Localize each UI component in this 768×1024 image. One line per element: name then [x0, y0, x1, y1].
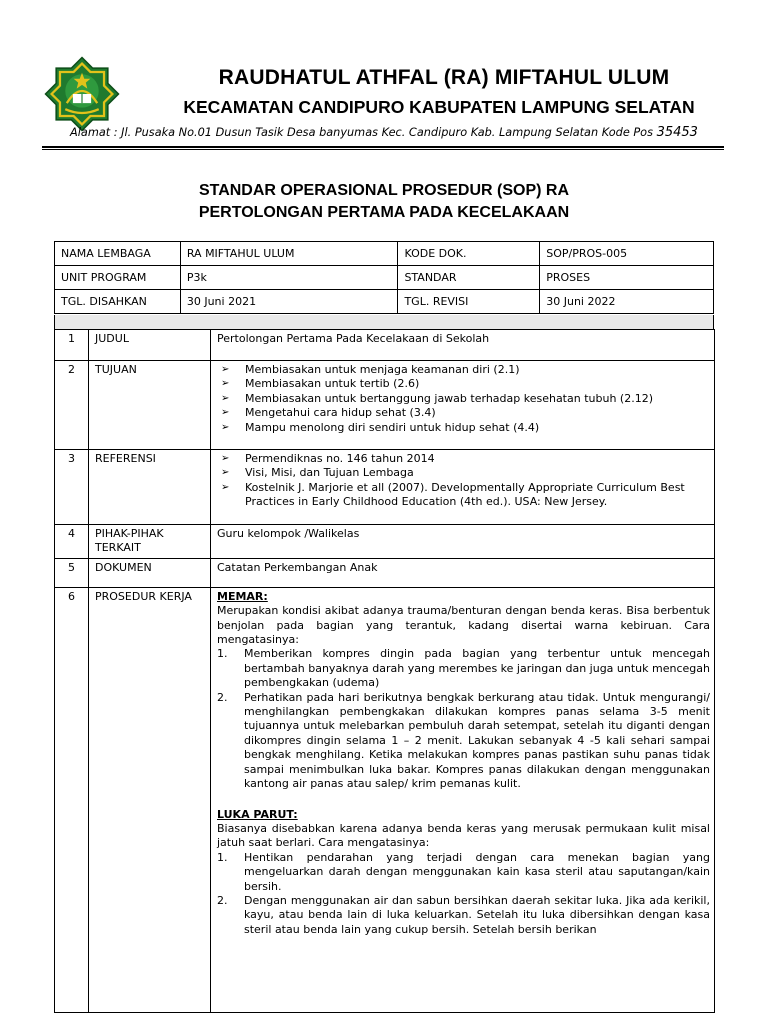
list-item: ➢ Membiasakan untuk tertib (2.6) [217, 377, 710, 391]
luka-parut-steps [217, 851, 710, 937]
memar-steps [217, 647, 710, 791]
step-text: Dengan menggunakan air dan sabun bersihkan daerah sekitar luka. Jika ada kerikil, kayu, atau benda lain di luka keluarkan. Setelah itu luka dibersihkan dengan kasa steril atau benda lain yang cukup bersih. Setelah bersih berikan [244, 893, 710, 936]
row-label: TUJUAN [89, 361, 211, 450]
row-number: 5 [55, 558, 89, 587]
pihak-text: Guru kelompok /Walikelas [211, 525, 715, 559]
referensi-cell [211, 450, 715, 525]
standar-label: STANDAR [398, 266, 540, 290]
row-number: 4 [55, 525, 89, 559]
step-text: Memberikan kompres dingin pada bagian yang terbentur untuk mencegah bertambah banyaknya darah yang merembes ke jaringan dan juga untuk mencegah pembengkakan (udema) [244, 647, 710, 690]
table-row [55, 525, 715, 559]
kemenag-logo-icon [44, 56, 120, 132]
list-item: 2. Dengan menggunakan air dan sabun bersihkan daerah sekitar luka. Jika ada kerikil, kayu, atau benda lain di luka keluarkan. Setelah itu luka dibersihkan dengan kasa steril atau benda lain yang cukup bersih. Setelah bersih berikan [217, 893, 710, 936]
unit-program-label: UNIT PROGRAM [55, 266, 181, 290]
judul-text: Pertolongan Pertama Pada Kecelakaan di Sekolah [211, 330, 715, 361]
postal-code: 35453 [656, 125, 698, 140]
list-item: ➢ Mengetahui cara hidup sehat (3.4) [217, 406, 710, 420]
list-item: ➢ Visi, Misi, dan Tujuan Lembaga [217, 466, 710, 480]
nama-lembaga-value: RA MIFTAHUL ULUM [180, 242, 398, 266]
list-item: 2. Perhatikan pada hari berikutnya bengkak berkurang atau tidak. Untuk mengurangi/ menghilangkan pembengkakan dilakukan kompres panas selama 3-5 menit tujuannya untuk melebarkan pembuluh darah setempat, setelah itu diganti dengan dikompres dingin selama 1 – 2 menit. Lakukan sebanyak 4 -5 kali sehari sampai bengkak menghilang. Ketika melakukan kompres panas pastikan suhu panas tidak sampai menimbulkan luka bakar. Kompres panas dilakukan dengan menggunakan kantong air panas atau salep/ krim pemanas kulit. [217, 690, 710, 791]
row-number: 3 [55, 450, 89, 525]
info-table [54, 241, 714, 314]
list-item: 1. Memberikan kompres dingin pada bagian yang terbentur untuk mencegah bertambah banyaknya darah yang merembes ke jaringan dan juga untuk mencegah pembengkakan (udema) [217, 647, 710, 690]
tgl-revisi-value: 30 Juni 2022 [540, 290, 714, 314]
title-line-1: STANDAR OPERASIONAL PROSEDUR (SOP) RA [198, 182, 570, 199]
tgl-disahkan-value: 30 Juni 2021 [180, 290, 398, 314]
table-separator [54, 315, 714, 330]
nama-lembaga-label: NAMA LEMBAGA [55, 242, 181, 266]
institution-district: KECAMATAN CANDIPURO KABUPATEN LAMPUNG SELATAN [183, 97, 695, 117]
institution-name: RAUDHATUL ATHFAL (RA) MIFTAHUL ULUM [218, 66, 670, 89]
table-row [55, 290, 714, 314]
tgl-disahkan-label: TGL. DISAHKAN [55, 290, 181, 314]
tujuan-list [217, 363, 710, 435]
row-number: 6 [55, 587, 89, 1012]
row-label: PIHAK-PIHAK TERKAIT [89, 525, 211, 559]
table-row [55, 242, 714, 266]
list-item: ➢ Membiasakan untuk menjaga keamanan diri (2.1) [217, 363, 710, 377]
referensi-list [217, 452, 710, 510]
unit-program-value: P3k [180, 266, 398, 290]
row-number: 2 [55, 361, 89, 450]
step-text: Hentikan pendarahan yang terjadi dengan cara menekan bagian yang mengeluarkan darah dengan menggunakan kain kasa steril atau saputangan/kain bersih. [244, 850, 710, 893]
row-label: PROSEDUR KERJA [89, 587, 211, 1012]
table-row [55, 266, 714, 290]
memar-heading: MEMAR: [217, 589, 268, 603]
title-line-2: PERTOLONGAN PERTAMA PADA KECELAKAAN [198, 204, 570, 221]
luka-parut-intro: Biasanya disebabkan karena adanya benda keras yang merusak permukaan kulit misal jatuh saat berlari. Cara mengatasinya: [217, 821, 710, 850]
row-label: REFERENSI [89, 450, 211, 525]
header-rule-thin [42, 149, 724, 150]
table-row [55, 361, 715, 450]
sop-table [54, 329, 715, 1013]
list-item: ➢ Kostelnik J. Marjorie et all (2007). Developmentally Appropriate Curriculum Best Practices in Early Childhood Education (4th ed.). USA: New Jersey. [217, 481, 710, 510]
standar-value: PROSES [540, 266, 714, 290]
table-row [55, 330, 715, 361]
address-text: Alamat : Jl. Pusaka No.01 Dusun Tasik Desa banyumas Kec. Candipuro Kab. Lampung Selatan Kode Pos [70, 126, 653, 139]
list-item: ➢ Membiasakan untuk bertanggung jawab terhadap kesehatan tubuh (2.12) [217, 392, 710, 406]
list-item: ➢ Permendiknas no. 146 tahun 2014 [217, 452, 710, 466]
step-text: Perhatikan pada hari berikutnya bengkak berkurang atau tidak. Untuk mengurangi/ menghilangkan pembengkakan dilakukan kompres panas selama 3-5 menit tujuannya untuk melebarkan pembuluh darah setempat, setelah itu diganti dengan dikompres dingin selama 1 – 2 menit. Lakukan sebanyak 4 -5 kali sehari sampai bengkak menghilang. Ketika melakukan kompres panas pastikan suhu panas tidak sampai menimbulkan luka bakar. Kompres panas dilakukan dengan menggunakan kantong air panas atau salep/ krim pemanas kulit. [244, 690, 710, 791]
table-row [55, 587, 715, 1012]
tgl-revisi-label: TGL. REVISI [398, 290, 540, 314]
header-rule [42, 146, 724, 148]
luka-parut-heading: LUKA PARUT: [217, 807, 298, 821]
row-label: DOKUMEN [89, 558, 211, 587]
prosedur-cell [211, 587, 715, 1012]
kode-dok-label: KODE DOK. [398, 242, 540, 266]
table-row [55, 558, 715, 587]
document-title [0, 180, 768, 224]
table-row [55, 450, 715, 525]
tujuan-cell [211, 361, 715, 450]
list-item: 1. Hentikan pendarahan yang terjadi dengan cara menekan bagian yang mengeluarkan darah dengan menggunakan kain kasa steril atau saputangan/kain bersih. [217, 850, 710, 893]
list-item: ➢ Mampu menolong diri sendiri untuk hidup sehat (4.4) [217, 421, 710, 435]
row-label: JUDUL [89, 330, 211, 361]
memar-intro: Merupakan kondisi akibat adanya trauma/benturan dengan benda keras. Bisa berbentuk benjolan pada bagian yang terantuk, kadang disertai warna kebiruan. Cara mengatasinya: [217, 604, 710, 647]
row-number: 1 [55, 330, 89, 361]
institution-address [0, 125, 768, 140]
kode-dok-value: SOP/PROS-005 [540, 242, 714, 266]
dokumen-text: Catatan Perkembangan Anak [211, 558, 715, 587]
